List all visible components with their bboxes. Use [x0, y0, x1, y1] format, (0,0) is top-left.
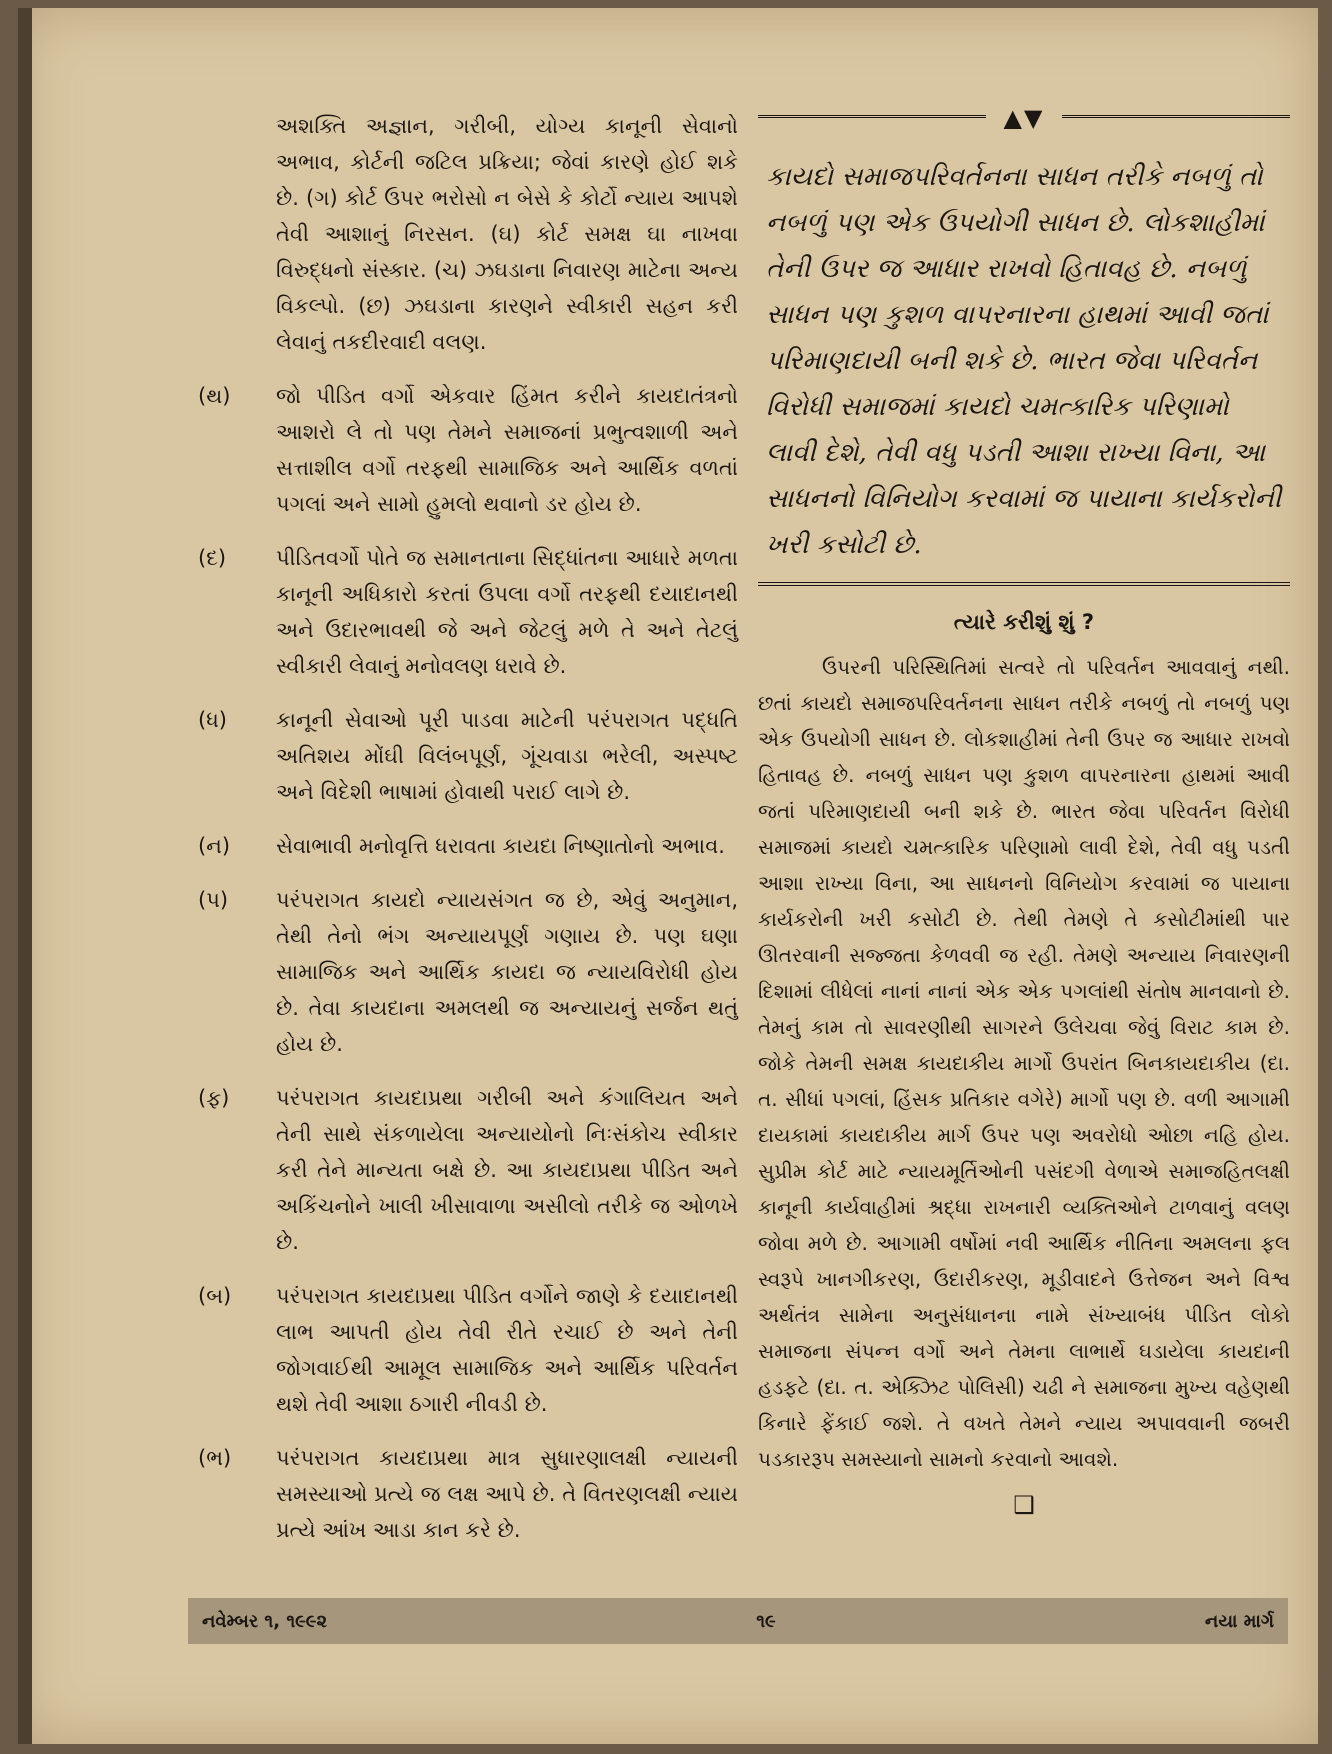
list-item — [198, 1278, 738, 1422]
magazine-page — [18, 8, 1318, 1744]
item-text: પરંપરાગત કાયદાપ્રથા માત્ર સુધારણાલક્ષી ન્યાયની સમસ્યાઓ પ્રત્યે જ લક્ષ આપે છે. તે વિતરણલક્ષી ન્યાય પ્રત્યે આંખ આડા કાન કરે છે. — [276, 1446, 738, 1542]
page-footer — [188, 1598, 1288, 1644]
item-marker: (બ) — [198, 1284, 232, 1308]
item-marker: (થ) — [198, 384, 231, 408]
body-paragraph: ઉપરની પરિસ્થિતિમાં સત્વરે તો પરિવર્તન આવવાનું નથી. છતાં કાયદો સમાજપરિવર્તનના સાધન તરીકે નબળું તો નબળું પણ એક ઉપયોગી સાધન છે. લોકશાહીમાં તેની ઉપર જ આધાર રાખવો હિતાવહ છે. નબળું સાધન પણ કુશળ વાપરનારના હાથમાં આવી જતાં પરિમાણદાયી બની શકે છે. ભારત જેવા પરિવર્તન વિરોધી સમાજમાં કાયદો ચમત્કારિક પરિણામો લાવી દેશે, તેવી વધુ પડતી આશા રાખ્યા વિના, આ સાધનનો વિનિયોગ કરવામાં જ પાયાના કાર્યકરોની ખરી કસોટી છે. તેથી તેમણે તે કસોટીમાંથી પાર ઊતરવાની સજ્જતા કેળવવી જ રહી. તેમણે અન્યાય નિવારણની દિશામાં લીધેલાં નાનાં નાનાં એક એક પગલાંથી સંતોષ માનવાનો છે. તેમનું કામ તો સાવરણીથી સાગરને ઉલેચવા જેવું વિરાટ કામ છે. જોકે તેમની સમક્ષ કાયદાકીય માર્ગો ઉપરાંત બિનકાયદાકીય (દા. ત. સીધાં પગલાં, હિંસક પ્રતિકાર વગેરે) માર્ગો પણ છે. વળી આગામી દાયકામાં કાયદાકીય માર્ગ ઉપર પણ અવરોધો ઓછા નહિ હોય. સુપ્રીમ કોર્ટ માટે ન્યાયમૂર્તિઓની પસંદગી વેળાએ સમાજહિતલક્ષી કાનૂની કાર્યવાહીમાં શ્રદ્ધા રાખનારી વ્યક્તિઓને ટાળવાનું વલણ જોવા મળે છે. આગામી વર્ષોમાં નવી આર્થિક નીતિના અમલના ફલ સ્વરૂપે ખાનગીકરણ, ઉદારીકરણ, મૂડીવાદને ઉત્તેજન અને વિશ્વ અર્થતંત્ર સામેના અનુસંધાનના નામે સંખ્યાબંધ પીડિત લોકો સમાજના સંપન્ન વર્ગો અને તેમના લાભાર્થે ઘડાયેલા કાયદાની હડફટે (દા. ત. એક્ઝિટ પોલિસી) ચઢી ને સમાજના મુખ્ય વહેણથી કિનારે ફેંકાઈ જશે. તે વખતે તેમને ન્યાય અપાવવાની જબરી પડકારરૂપ સમસ્યાનો સામનો કરવાનો આવશે. — [758, 655, 1290, 1471]
item-marker: (દ) — [198, 546, 227, 570]
ornament-divider — [758, 100, 1290, 136]
right-column — [758, 100, 1290, 1519]
item-text: પરંપરાગત કાયદાપ્રથા ગરીબી અને કંગાલિયત અને તેની સાથે સંકળાયેલા અન્યાયોનો નિઃસંકોચ સ્વીકાર કરી તેને માન્યતા બક્ષે છે. આ કાયદાપ્રથા પીડિત અને અકિંચનોને ખાલી ખીસાવાળા અસીલો તરીકે જ ઓળખે છે. — [276, 1086, 738, 1254]
list-item — [198, 1080, 738, 1260]
item-text: સેવાભાવી મનોવૃત્તિ ધરાવતા કાયદા નિષ્ણાતોનો અભાવ. — [276, 834, 725, 858]
pull-quote: કાયદો સમાજપરિવર્તનના સાધન તરીકે નબળું તો નબળું પણ એક ઉપયોગી સાધન છે. લોકશાહીમાં તેની ઉપર જ આધાર રાખવો હિતાવહ છે. નબળું સાધન પણ કુશળ વાપરનારના હાથમાં આવી જતાં પરિમાણદાયી બની શકે છે. ભારત જેવા પરિવર્તન વિરોધી સમાજમાં કાયદો ચમત્કારિક પરિણામો લાવી દેશે, તેવી વધુ પડતી આશા રાખ્યા વિના, આ સાધનનો વિનિયોગ કરવામાં જ પાયાના કાર્યકરોની ખરી કસોટી છે. — [766, 162, 1282, 560]
item-text: કાનૂની સેવાઓ પૂરી પાડવા માટેની પરંપરાગત પદ્ધતિ અતિશય મોંઘી વિલંબપૂર્ણ, ગૂંચવાડા ભરેલી, અસ્પષ્ટ અને વિદેશી ભાષામાં હોવાથી પરાઈ લાગે છે. — [276, 708, 738, 804]
item-text: પીડિતવર્ગો પોતે જ સમાનતાના સિદ્ધાંતના આધારે મળતા કાનૂની અધિકારો કરતાં ઉપલા વર્ગો તરફથી દયાદાનથી અને ઉદારભાવથી જે અને જેટલું મળે તે અને તેટલું સ્વીકારી લેવાનું મનોવલણ ધરાવે છે. — [276, 546, 738, 678]
item-text: પરંપરાગત કાયદાપ્રથા પીડિત વર્ગોને જાણે કે દયાદાનથી લાભ આપતી હોય તેવી રીતે રચાઈ છે અને તેની જોગવાઈથી આમૂલ સામાજિક અને આર્થિક પરિવર્તન થશે તેવી આશા ઠગારી નીવડી છે. — [276, 1284, 738, 1416]
list-item — [198, 702, 738, 810]
item-text: જો પીડિત વર્ગો એકવાર હિંમત કરીને કાયદાતંત્રનો આશરો લે તો પણ તેમને સમાજનાં પ્રભુત્વશાળી અને સત્તાશીલ વર્ગો તરફથી સામાજિક અને આર્થિક વળતાં પગલાં અને સામો હુમલો થવાનો ડર હોય છે. — [276, 384, 738, 516]
list-item — [198, 1440, 738, 1548]
end-of-article-icon: ❑ — [1013, 1491, 1035, 1519]
ornament-rule-left — [758, 115, 986, 122]
item-marker: (ન) — [198, 834, 231, 858]
item-marker: (પ) — [198, 888, 229, 912]
item-marker: (ફ) — [198, 1086, 230, 1110]
list-item — [198, 540, 738, 684]
intro-text: અશક્તિ અજ્ઞાન, ગરીબી, યોગ્ય કાનૂની સેવાનો અભાવ, કોર્ટની જટિલ પ્રક્રિયા; જેવાં કારણે હોઈ શકે છે. (ગ) કોર્ટ ઉપર ભરોસો ન બેસે કે કોર્ટો ન્યાય આપશે તેવી આશાનું નિરસન. (ઘ) કોર્ટ સમક્ષ ઘા નાખવા વિરુદ્ધનો સંસ્કાર. (ચ) ઝઘડાના નિવારણ માટેના અન્ય વિકલ્પો. (છ) ઝઘડાના કારણને સ્વીકારી સહન કરી લેવાનું તકદીરવાદી વલણ. — [276, 114, 738, 354]
intro-paragraph — [198, 108, 738, 360]
list-item — [198, 378, 738, 522]
issue-date: નવેમ્બર ૧, ૧૯૯૨ — [202, 1610, 328, 1632]
page-number: ૧૯ — [756, 1610, 776, 1632]
point-list — [198, 378, 738, 1548]
section-heading: ત્યારે કરીશું શું ? — [953, 610, 1095, 634]
ornament-rule-right — [1062, 115, 1290, 122]
section-divider — [758, 582, 1290, 590]
triangle-ornament-icon: ▲▼ — [1003, 104, 1045, 132]
item-marker: (ધ) — [198, 708, 227, 732]
item-marker: (ભ) — [198, 1446, 232, 1470]
magazine-name: નયા માર્ગ — [1204, 1610, 1274, 1632]
item-text: પરંપરાગત કાયદો ન્યાયસંગત જ છે, એવું અનુમાન, તેથી તેનો ભંગ અન્યાયપૂર્ણ ગણાય છે. પણ ઘણા સામાજિક અને આર્થિક કાયદા જ ન્યાયવિરોધી હોય છે. તેવા કાયદાના અમલથી જ અન્યાયનું સર્જન થતું હોય છે. — [276, 888, 738, 1056]
left-column — [198, 108, 738, 1566]
binding-shadow — [18, 8, 32, 1744]
list-item — [198, 828, 738, 864]
list-item — [198, 882, 738, 1062]
